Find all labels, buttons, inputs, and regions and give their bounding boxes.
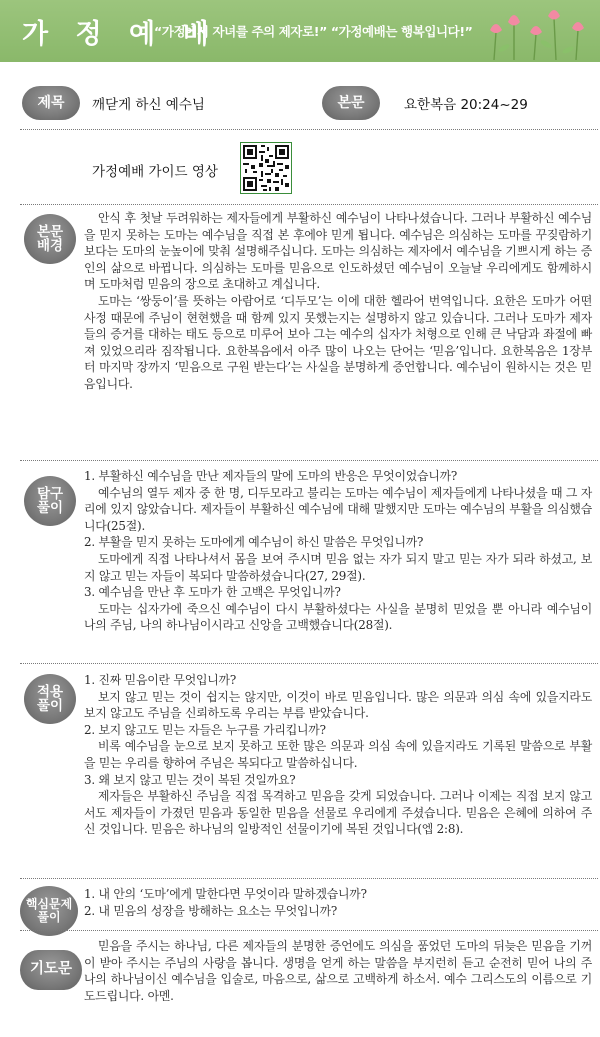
background-paragraph: 안식 후 첫날 두려워하는 제자들에게 부활하신 예수님이 나타나셨습니다. 그러나 부활하신 예수님을 믿지 못하는 도마는 예수님을 직접 본 후에야 믿게 됩니다. 예수님은 의심하는 도마를 꾸짖람하기보다는 도마의 눈높이에 맞춰 설명해주십니다. 도마는 의심하는 제자에서 예수님을 기쁘시게 하는 증인의 삶으로 바뀝니다. 의심하는 도마를 믿음으로 인도하셨던 예수님이 오늘날 우리에게도 함께하시며 도마처럼 믿음의 장으로 초대하고 계십니다. bbox=[84, 211, 592, 292]
page-title: 가 정 예 배 bbox=[22, 19, 218, 50]
background-section bbox=[84, 210, 592, 393]
core-label: 핵심문제 풀이 bbox=[20, 886, 78, 936]
divider bbox=[20, 204, 598, 205]
question-text: 1. 부활하신 예수님을 만난 제자들의 말에 도마의 반응은 무엇이었습니까? bbox=[84, 469, 458, 483]
divider bbox=[20, 878, 598, 879]
background-label: 본문 배경 bbox=[24, 214, 76, 264]
answer-text: 예수님의 열두 제자 중 한 명, 디두모라고 불리는 도마는 예수님이 제자들에게 나타나셨을 때 그 자리에 있지 않았습니다. 제자들이 부활하신 예수님에 대해 말했지만 도마는 예수님의 부활을 의심했습니다(25절). bbox=[84, 485, 592, 533]
scripture-label: 본문 bbox=[322, 86, 380, 120]
explore-label: 탐구 풀이 bbox=[24, 476, 76, 526]
divider bbox=[20, 460, 598, 461]
explore-section bbox=[84, 468, 592, 634]
divider bbox=[20, 663, 598, 664]
divider bbox=[20, 930, 598, 931]
prayer-label: 기도문 bbox=[20, 950, 82, 990]
answer-text: 제자들은 부활하신 주님을 직접 목격하고 믿음을 갖게 되었습니다. 그러나 이제는 직접 보지 않고서도 제자들이 가졌던 믿음과 동일한 믿음을 선물로 우리에게 주셨습니다. 믿음은 은혜에 의하여 주신 것입니다. 믿음은 하나님의 일방적인 선물이기에 복된 것입니다(엡 2:8). bbox=[84, 789, 592, 837]
apply-section bbox=[84, 672, 592, 838]
question-text: 3. 예수님을 만난 후 도마가 한 고백은 무엇입니까? bbox=[84, 585, 341, 600]
qr-code-icon[interactable] bbox=[240, 142, 292, 194]
answer-text: 도마에게 직접 나타나셔서 몸을 보여 주시며 믿음 없는 자가 되지 말고 믿는 자가 되라 하셨고, 보지 않고 믿는 자들이 복되다 말씀하셨습니다(27, 29절). bbox=[84, 551, 592, 583]
subject-value: 깨닫게 하신 예수님 bbox=[92, 97, 205, 113]
question-text: 3. 왜 보지 않고 믿는 것이 복된 것일까요? bbox=[84, 772, 296, 787]
prayer-section bbox=[84, 938, 592, 1004]
scripture-value: 요한복음 20:24~29 bbox=[404, 97, 528, 113]
question-text: 2. 보지 않고도 믿는 자들은 누구를 가리킵니까? bbox=[84, 722, 326, 737]
header-slogan: “가정에서 자녀를 주의 제자로!” “가정예배는 행복입니다!” bbox=[154, 24, 473, 39]
apply-label: 적용 풀이 bbox=[24, 674, 76, 724]
subject-label: 제목 bbox=[22, 86, 80, 120]
background-paragraph: 도마는 ‘쌍둥이’를 뜻하는 아람어로 ‘디두모’는 이에 대한 헬라어 번역입니다. 요한은 도마가 어떤 사정 때문에 주님이 현현했을 때 함께 있지 못했는지는 설명하지 않고 있습니다. 그러나 도마가 제자들의 증거를 대하는 태도 등으로 미루어 보아 그는 예수의 십자가 처형으로 인해 큰 낙담과 좌절에 빠져 있었으리라 짐작됩니다. 요한복음에서 아주 많이 나오는 단어는 ‘믿음’입니다. 요한복음은 1장부터 마지막 장까지 ‘믿음으로 구원 받는다’는 사실을 분명하게 증언합니다. 예수님이 원하시는 것은 믿음입니다. bbox=[84, 293, 592, 391]
core-section bbox=[84, 886, 592, 919]
answer-text: 비록 예수님을 눈으로 보지 못하고 또한 많은 의문과 의심 속에 있을지라도 기록된 말씀으로 부활을 믿는 우리를 향하여 주님은 복되다고 말씀하십니다. bbox=[84, 739, 592, 770]
question-text: 2. 내 믿음의 성장을 방해하는 요소는 무엇입니까? bbox=[84, 903, 338, 918]
prayer-text: 믿음을 주시는 하나님, 다른 제자들의 분명한 증언에도 의심을 품었던 도마의 뒤늦은 믿음을 기꺼이 받아 주시는 주님의 사랑을 봅니다. 생명을 얻게 하는 말씀을 부지런히 듣고 순전히 믿어 나의 주 나의 하나님이신 예수님을 입술로, 마음으로, 삶으로 고백하게 하소서. 예수 그리스도의 이름으로 기도드립니다. 아멘. bbox=[84, 939, 592, 1003]
tulip-flowers-icon bbox=[484, 4, 596, 60]
question-text: 1. 진짜 믿음이란 무엇입니까? bbox=[84, 673, 237, 687]
question-text: 2. 부활을 믿지 못하는 도마에게 예수님이 하신 말씀은 무엇입니까? bbox=[84, 535, 424, 550]
guide-video-label: 가정예배 가이드 영상 bbox=[92, 164, 218, 180]
header-banner bbox=[0, 0, 600, 62]
answer-text: 보지 않고 믿는 것이 쉽지는 않지만, 이것이 바로 믿음입니다. 많은 의문과 의심 속에 있을지라도 보지 않고도 주님을 신뢰하도록 우리는 부름 받았습니다. bbox=[84, 689, 592, 721]
answer-text: 도마는 십자가에 죽으신 예수님이 다시 부활하셨다는 사실을 분명히 믿었을 뿐 아니라 예수님이 나의 주님, 나의 하나님이시라고 신앙을 고백했습니다(28절). bbox=[84, 601, 592, 633]
divider bbox=[20, 129, 598, 130]
question-text: 1. 내 안의 ‘도마’에게 말한다면 무엇이라 말하겠습니까? bbox=[84, 887, 367, 901]
